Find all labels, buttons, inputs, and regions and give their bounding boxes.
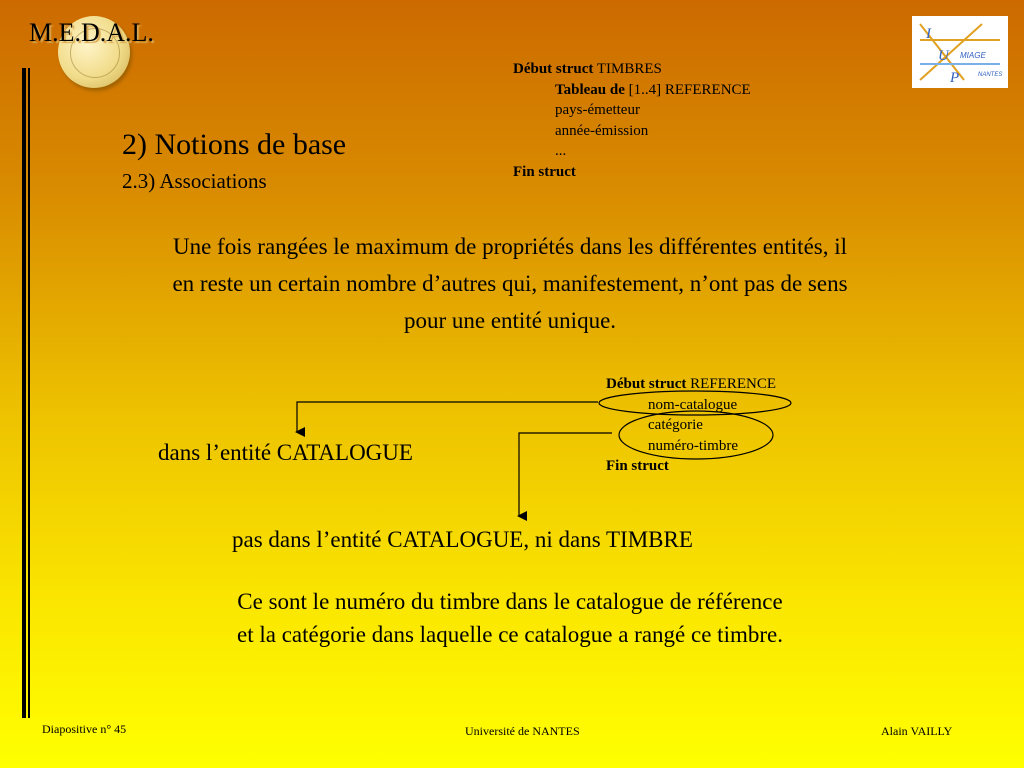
iup-letter-i: I [926, 26, 931, 42]
arrow-to-neither [519, 433, 612, 516]
struct-field-categorie: catégorie [648, 417, 703, 433]
label-ni-catalogue-ni-timbre: pas dans l’entité CATALOGUE, ni dans TIMBRE [232, 527, 693, 552]
arrow-to-catalogue [297, 402, 598, 432]
struct-name: REFERENCE [690, 376, 776, 392]
struct-line-text: [1..4] REFERENCE [628, 81, 751, 98]
keyword-debut-struct: Début struct [513, 61, 594, 77]
keyword-fin-struct: Fin struct [606, 458, 669, 474]
struct-field-numero-timbre: numéro-timbre [648, 437, 738, 454]
keyword-debut-struct: Début struct [606, 376, 687, 392]
struct-field-nom-catalogue: nom-catalogue [648, 396, 738, 413]
struct-line: pays-émetteur [555, 102, 640, 118]
conclusion-line: Ce sont le numéro du timbre dans le catalogue de référence [237, 589, 783, 614]
label-dans-catalogue: dans l’entité CATALOGUE [158, 440, 413, 465]
iup-word-nantes: NANTES [978, 72, 1003, 78]
footer-slide-number: Diapositive n° 45 [42, 722, 127, 736]
struct-line: année-émission [555, 122, 649, 139]
conclusion-paragraph [160, 585, 860, 651]
iup-letter-u: U [938, 48, 949, 64]
ellipse-categorie-numero [619, 411, 773, 459]
slide-subtitle: 2.3) Associations [122, 169, 267, 193]
iup-word-miage: MIAGE [960, 51, 986, 60]
struct-line: ... [555, 143, 567, 159]
struct-name: TIMBRES [596, 61, 662, 77]
keyword-fin-struct: Fin struct [513, 163, 576, 180]
slide-title: 2) Notions de base [122, 128, 347, 161]
footer-university: Université de NANTES [465, 724, 580, 738]
logo-title: M.E.D.A.L. [29, 18, 154, 47]
conclusion-line: et la catégorie dans laquelle ce catalogue a rangé ce timbre. [237, 622, 783, 647]
iup-letter-p: P [950, 70, 960, 86]
intro-paragraph: Une fois rangées le maximum de propriétés dans les différentes entités, il en reste un certain nombre d’autres qui, manifestement, n’ont pas de sens pour une entité unique. [172, 234, 848, 333]
keyword-tableau-de: Tableau de [555, 81, 625, 98]
footer-author: Alain VAILLY [881, 724, 953, 738]
